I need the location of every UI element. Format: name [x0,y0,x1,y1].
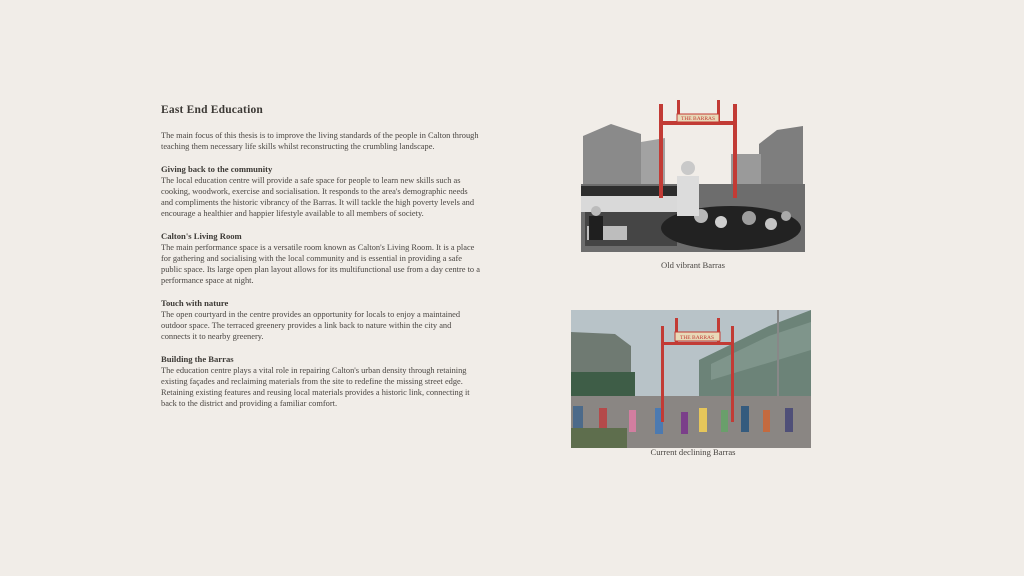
intro-paragraph: The main focus of this thesis is to improve the living standards of the people in Calton through teaching them necessary life skills whilst reconstructing the crumbling landscape. [161,131,479,151]
old-barras-photo [581,100,805,252]
section-body: The local education centre will provide a safe space for people to learn new skills such as cooking, woodwork, exercise and socialisation. It responds to the area's demographic needs and compliments the historic vibrancy of the Barras. It will tackle the high poverty levels and encourage a healthier and happier lifestyle available to all members of society. [161,176,475,218]
section-building [161,354,481,409]
section-body: The education centre plays a vital role in repairing Calton's urban density through retaining existing façades and reclaiming materials from the site to redefine the missing street edge. Retaining existing features and reusing local materials provides a historic link, connecting it back to the district and providing a familiar comfort. [161,366,470,408]
arch-sign-text: THE BARRAS [680,116,716,122]
text-column [161,104,481,409]
section-heading: Giving back to the community [161,164,273,174]
current-barras-photo [571,310,811,448]
page-title: East End Education [161,104,264,116]
section-body: The open courtyard in the centre provides an opportunity for locals to enjoy a maintained outdoor space. The terraced greenery provides a link back to nature within the city and connects it to nearby greenery. [161,310,461,341]
current-barras-caption: Current declining Barras [650,447,736,457]
arch-sign-text: THE BARRAS [679,335,715,341]
section-giving-back [161,164,481,219]
section-living-room [161,231,481,286]
old-barras-caption: Old vibrant Barras [661,260,725,270]
section-heading: Building the Barras [161,354,234,364]
section-body: The main performance space is a versatile room known as Calton's Living Room. It is a place for gathering and socialising with the local community and is essential in providing a safe public space. Its large open plan layout allows for its multifunctional use from a day centre to a performance space at night. [161,243,480,285]
section-heading: Calton's Living Room [161,231,242,241]
section-nature [161,298,481,342]
section-heading: Touch with nature [161,298,229,308]
